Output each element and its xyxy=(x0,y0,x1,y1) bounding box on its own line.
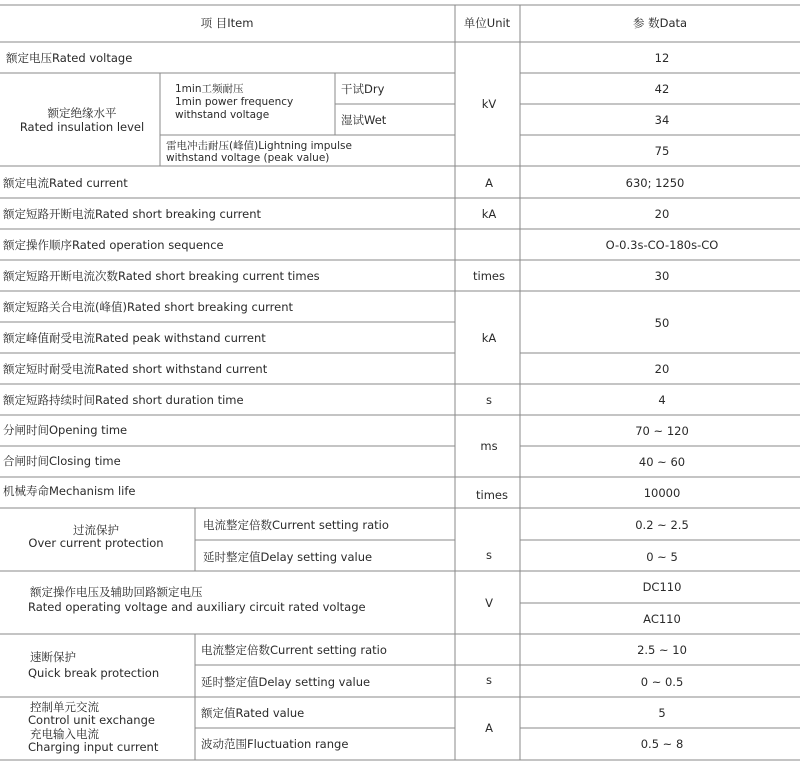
breaking-current-label: 额定短路开断电流Rated short breaking current xyxy=(3,207,262,221)
breaking-times-value: 30 xyxy=(654,269,670,283)
control-unit-unit: A xyxy=(485,721,493,735)
quick-break-delay-value: 0 ~ 0.5 xyxy=(640,675,684,689)
ka-group-unit: kA xyxy=(481,331,497,345)
lightning-value: 75 xyxy=(654,144,670,158)
peak-withstand-value: 50 xyxy=(654,316,670,330)
rated-voltage-value: 12 xyxy=(654,51,670,65)
over-current-label-zh: 过流保护 xyxy=(73,523,119,537)
short-withstand-value: 20 xyxy=(654,362,670,376)
lightning-label-1: 雷电冲击耐压(峰值)Lightning impulse xyxy=(166,140,352,152)
power-frequency-label-3: withstand voltage xyxy=(175,109,270,121)
power-frequency-label-2: 1min power frequency xyxy=(175,96,294,108)
wet-value: 34 xyxy=(654,113,670,127)
quick-break-label-zh: 速断保护 xyxy=(30,650,76,664)
rated-value-data: 5 xyxy=(658,706,666,720)
over-current-delay-value: 0 ~ 5 xyxy=(646,550,678,564)
over-current-setting-value: 0.2 ~ 2.5 xyxy=(635,518,689,532)
mechanism-life-value: 10000 xyxy=(643,486,681,500)
opening-time-value: 70 ~ 120 xyxy=(635,424,689,438)
dry-label: 干试Dry xyxy=(341,82,385,96)
operation-sequence-label: 额定操作顺序Rated operation sequence xyxy=(3,238,224,252)
quick-break-delay-unit: s xyxy=(486,673,492,687)
wet-label: 湿试Wet xyxy=(341,113,387,127)
peak-withstand-label: 额定峰值耐受电流Rated peak withstand current xyxy=(3,331,266,345)
rated-current-unit: A xyxy=(485,176,493,190)
quick-break-delay-label: 延时整定值Delay setting value xyxy=(201,675,371,689)
short-duration-unit: s xyxy=(486,393,492,407)
breaking-times-unit: times xyxy=(473,269,505,283)
rated-voltage-label: 额定电压Rated voltage xyxy=(6,51,133,65)
insulation-label-zh: 额定绝缘水平 xyxy=(47,106,117,120)
rated-value-label: 额定值Rated value xyxy=(201,706,305,720)
mechanism-life-unit: times xyxy=(476,488,508,502)
quick-break-setting-value: 2.5 ~ 10 xyxy=(637,643,687,657)
breaking-current-value: 20 xyxy=(654,207,670,221)
mechanism-life-label: 机械寿命Mechanism life xyxy=(3,484,136,498)
control-unit-label-en: Control unit exchange xyxy=(28,713,155,727)
opening-time-label: 分闸时间Opening time xyxy=(3,423,128,437)
operating-voltage-label-en: Rated operating voltage and auxiliary circuit rated voltage xyxy=(28,600,366,614)
closing-time-value: 40 ~ 60 xyxy=(638,455,686,469)
closing-time-label: 合闸时间Closing time xyxy=(3,454,121,468)
fluctuation-label: 波动范围Fluctuation range xyxy=(201,737,349,751)
insulation-unit: kV xyxy=(481,97,497,111)
time-unit: ms xyxy=(480,439,498,453)
over-current-label-en: Over current protection xyxy=(28,536,164,550)
header-data: 参 数Data xyxy=(632,16,688,30)
rated-current-label: 额定电流Rated current xyxy=(3,176,128,190)
charging-input-label-en: Charging input current xyxy=(28,740,159,754)
over-current-delay-unit: s xyxy=(486,548,492,562)
control-unit-label-zh: 控制单元交流 xyxy=(30,700,99,714)
short-withstand-label: 额定短时耐受电流Rated short withstand current xyxy=(3,362,268,376)
making-current-label: 额定短路关合电流(峰值)Rated short breaking current xyxy=(3,300,293,314)
operation-sequence-value: O-0.3s-CO-180s-CO xyxy=(605,238,719,252)
lightning-label-2: withstand voltage (peak value) xyxy=(166,152,330,164)
over-current-setting-label: 电流整定倍数Current setting ratio xyxy=(203,518,389,532)
dry-value: 42 xyxy=(654,82,670,96)
short-duration-label: 额定短路持续时间Rated short duration time xyxy=(3,393,244,407)
charging-input-label-zh: 充电输入电流 xyxy=(30,727,99,741)
quick-break-label-en: Quick break protection xyxy=(28,666,160,680)
quick-break-setting-label: 电流整定倍数Current setting ratio xyxy=(201,643,387,657)
operating-voltage-label-zh: 额定操作电压及辅助回路额定电压 xyxy=(30,585,203,599)
header-item: 项 目Item xyxy=(200,16,254,30)
over-current-delay-label: 延时整定值Delay setting value xyxy=(203,550,373,564)
operating-voltage-ac: AC110 xyxy=(643,612,681,626)
insulation-label-en: Rated insulation level xyxy=(19,120,145,134)
breaking-current-unit: kA xyxy=(481,207,497,221)
breaking-times-label: 额定短路开断电流次数Rated short breaking current times xyxy=(3,269,320,283)
rated-current-value: 630; 1250 xyxy=(625,176,685,190)
operating-voltage-unit: V xyxy=(485,596,493,610)
power-frequency-label-1: 1min工频耐压 xyxy=(175,83,244,95)
short-duration-value: 4 xyxy=(658,393,666,407)
fluctuation-data: 0.5 ~ 8 xyxy=(640,737,684,751)
header-unit: 单位Unit xyxy=(463,16,511,30)
operating-voltage-dc: DC110 xyxy=(642,580,682,594)
